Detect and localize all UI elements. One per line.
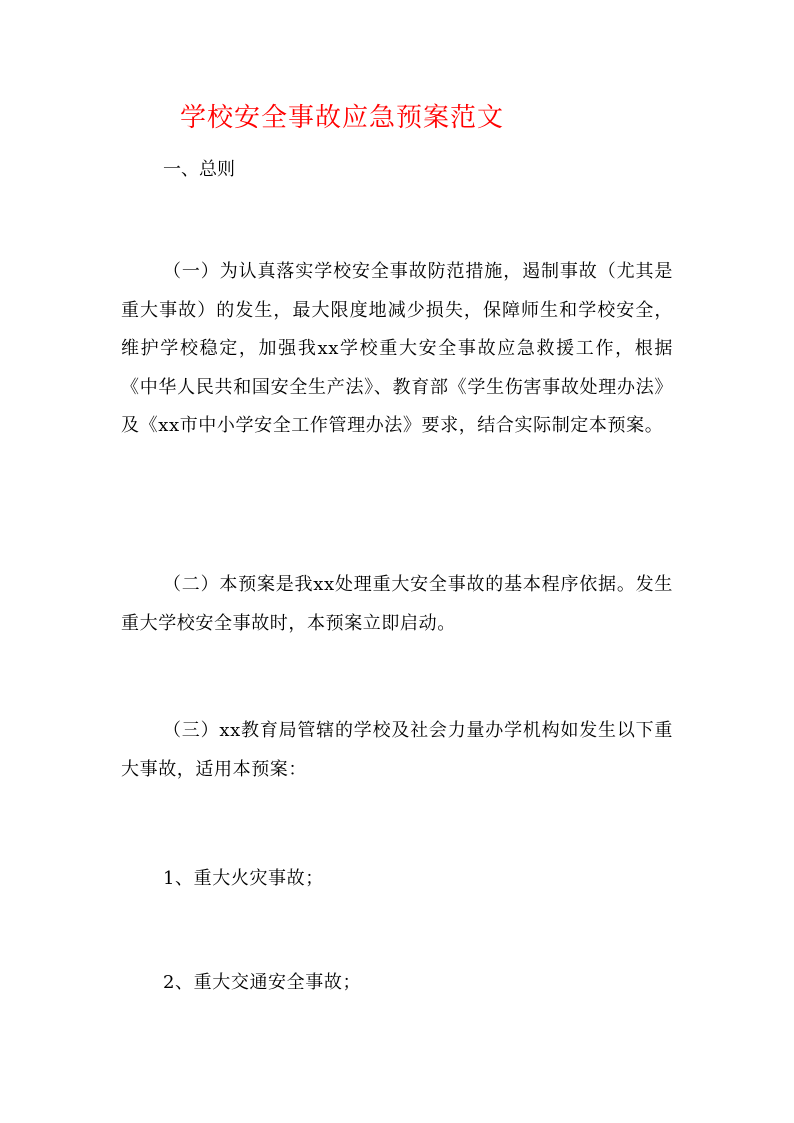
- document-title: 学校安全事故应急预案范文: [180, 103, 505, 133]
- section-heading: 一、总则: [163, 159, 235, 180]
- paragraph-1: （一）为认真落实学校安全事故防范措施，遏制事故（尤其是重大事故）的发生，最大限度地减少损失，保障师生和学校安全，维护学校稳定，加强我xx学校重大安全事故应急救援工作，根据《中华人民共和国安全生产法》、教育部《学生伤害事故处理办法》及《xx市中小学安全工作管理办法》要求，结合实际制定本预案。: [121, 261, 673, 437]
- list-item: 1、重大火灾事故；: [163, 868, 324, 889]
- paragraph-2: （二）本预案是我xx处理重大安全事故的基本程序依据。发生重大学校安全事故时，本预案立即启动。: [121, 574, 673, 634]
- list-item: 2、重大交通安全事故；: [163, 972, 362, 993]
- paragraph-3: （三）xx教育局管辖的学校及社会力量办学机构如发生以下重大事故，适用本预案：: [121, 720, 673, 780]
